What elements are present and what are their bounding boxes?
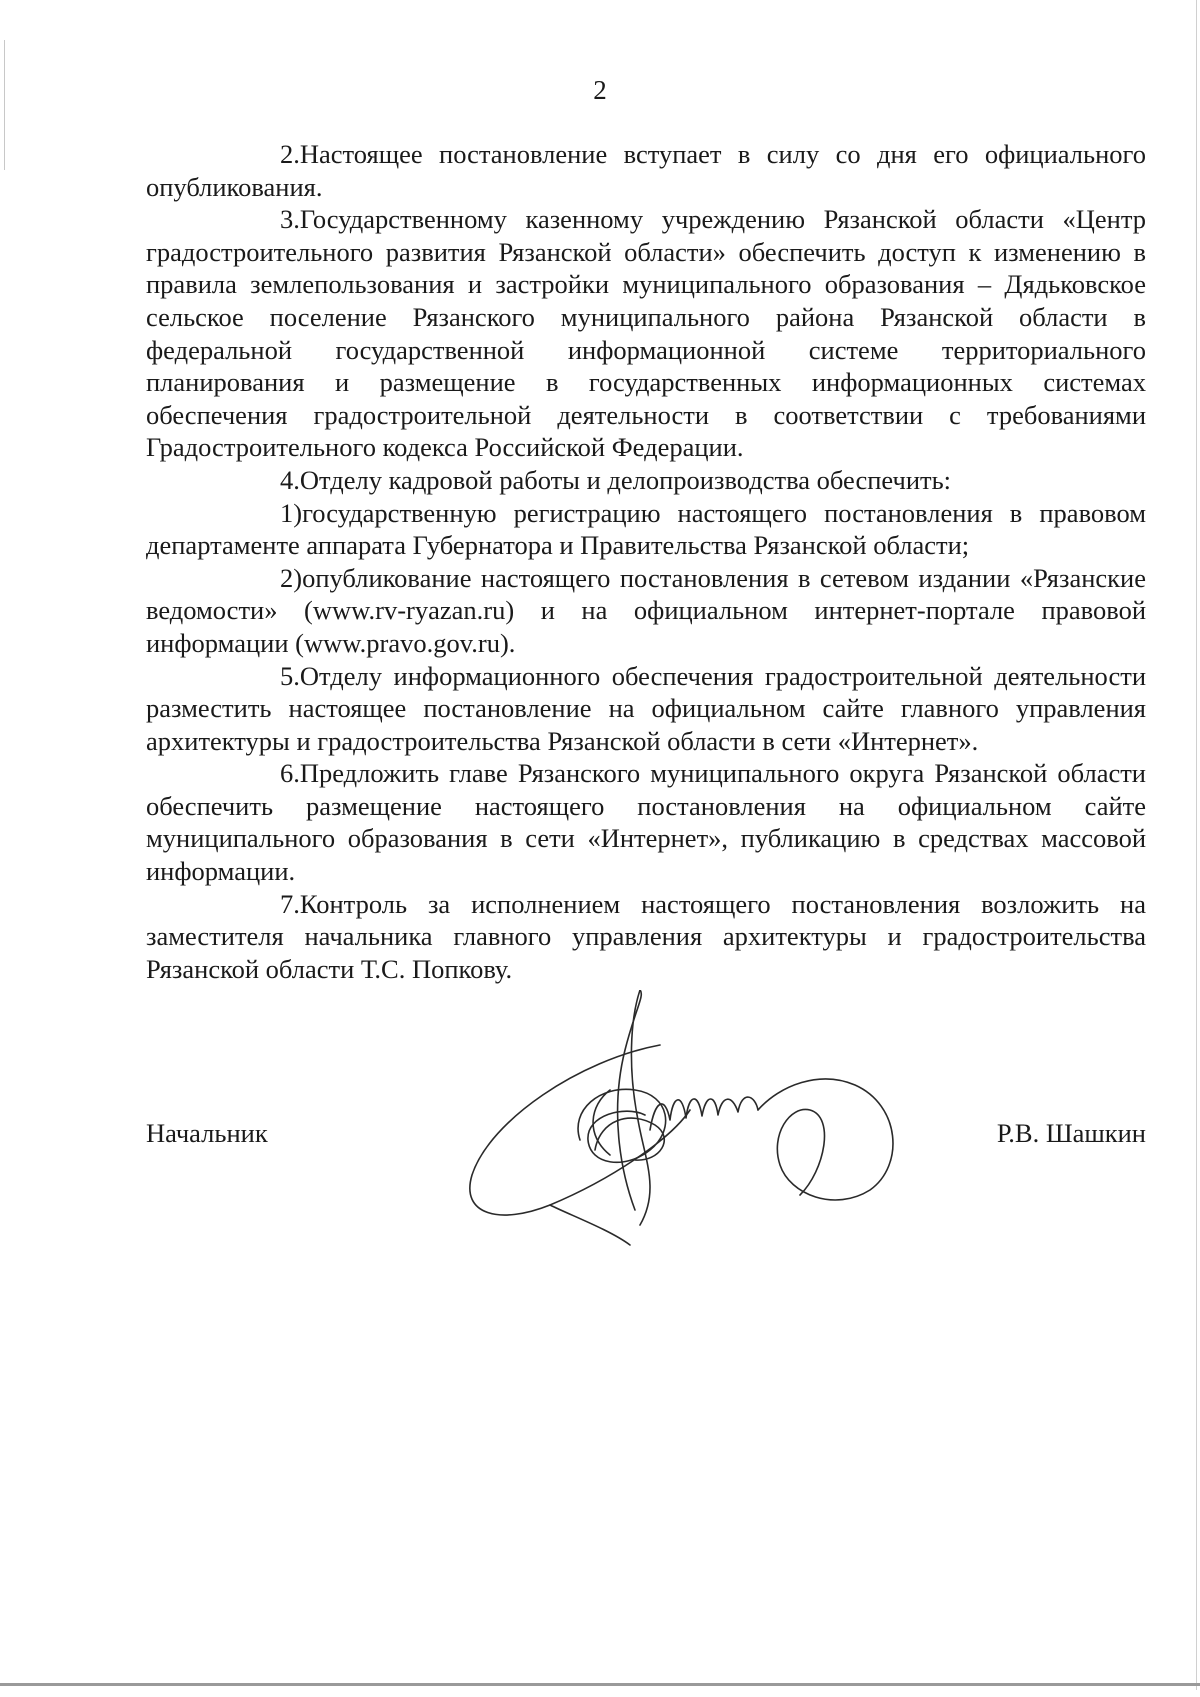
paragraph-text: Настоящее постановление вступает в силу со дня его официального опубликования.	[146, 139, 1146, 202]
subparagraph-4-2	[146, 562, 1146, 660]
paragraph-number: 3.	[280, 204, 300, 235]
scan-edge-right	[1196, 0, 1197, 1690]
paragraph-text: Государственному казенному учреждению Рязанской области «Центр градостроительного развития Рязанской области» обеспечить доступ к изменению в правила землепользования и застройки муниципального образования – Дядьковское сельское поселение Рязанского муниципального района Рязанской области в федеральной государственной информационной системе территориального планирования и размещение в государственных информационных системах обеспечения градостроительной деятельности в соответствии с требованиями Градостроительного кодекса Российской Федерации.	[146, 204, 1146, 463]
paragraph-number: 2)	[280, 562, 303, 593]
paragraph-3	[146, 203, 1146, 464]
paragraph-7	[146, 888, 1146, 986]
signer-name: Р.В. Шашкин	[996, 1118, 1146, 1148]
paragraph-5	[146, 660, 1146, 758]
paragraph-2	[146, 138, 1146, 203]
scan-edge-bottom	[0, 1683, 1200, 1686]
paragraph-text: Предложить главе Рязанского муниципального округа Рязанской области обеспечить размещение настоящего постановления на официальном сайте муниципального образования в сети «Интернет», публикацию в средствах массовой информации.	[146, 758, 1146, 887]
paragraph-text: опубликование настоящего постановления в сетевом издании «Рязанские ведомости» (www.rv-ryazan.ru) и на официальном интернет-портале правовой информации (www.pravo.gov.ru).	[146, 562, 1146, 658]
paragraph-text: Отделу кадровой работы и делопроизводства обеспечить:	[299, 464, 952, 495]
subparagraph-4-1	[146, 497, 1146, 562]
signer-position: Начальник	[146, 1118, 268, 1148]
document-body	[146, 138, 1146, 985]
paragraph-4	[146, 464, 1146, 497]
handwritten-signature	[460, 990, 930, 1250]
paragraph-number: 2.	[280, 139, 300, 169]
paragraph-6	[146, 757, 1146, 887]
paragraph-text: Контроль за исполнением настоящего постановления возложить на заместителя начальника главного управления архитектуры и градостроительства Рязанской области Т.С. Попкову.	[146, 888, 1146, 984]
paragraph-number: 7.	[280, 888, 300, 919]
paragraph-number: 6.	[280, 758, 300, 789]
paragraph-number: 5.	[280, 660, 300, 691]
paragraph-text: государственную регистрацию настоящего постановления в правовом департаменте аппарата Губернатора и Правительства Рязанской области;	[146, 497, 1146, 561]
paragraph-number: 4.	[280, 464, 300, 495]
page-number: 2	[593, 75, 607, 105]
paragraph-text: Отделу информационного обеспечения градостроительной деятельности разместить настоящее постановление на официальном сайте главного управления архитектуры и градостроительства Рязанской области в сети «Интернет».	[146, 660, 1146, 756]
paragraph-number: 1)	[280, 497, 303, 528]
